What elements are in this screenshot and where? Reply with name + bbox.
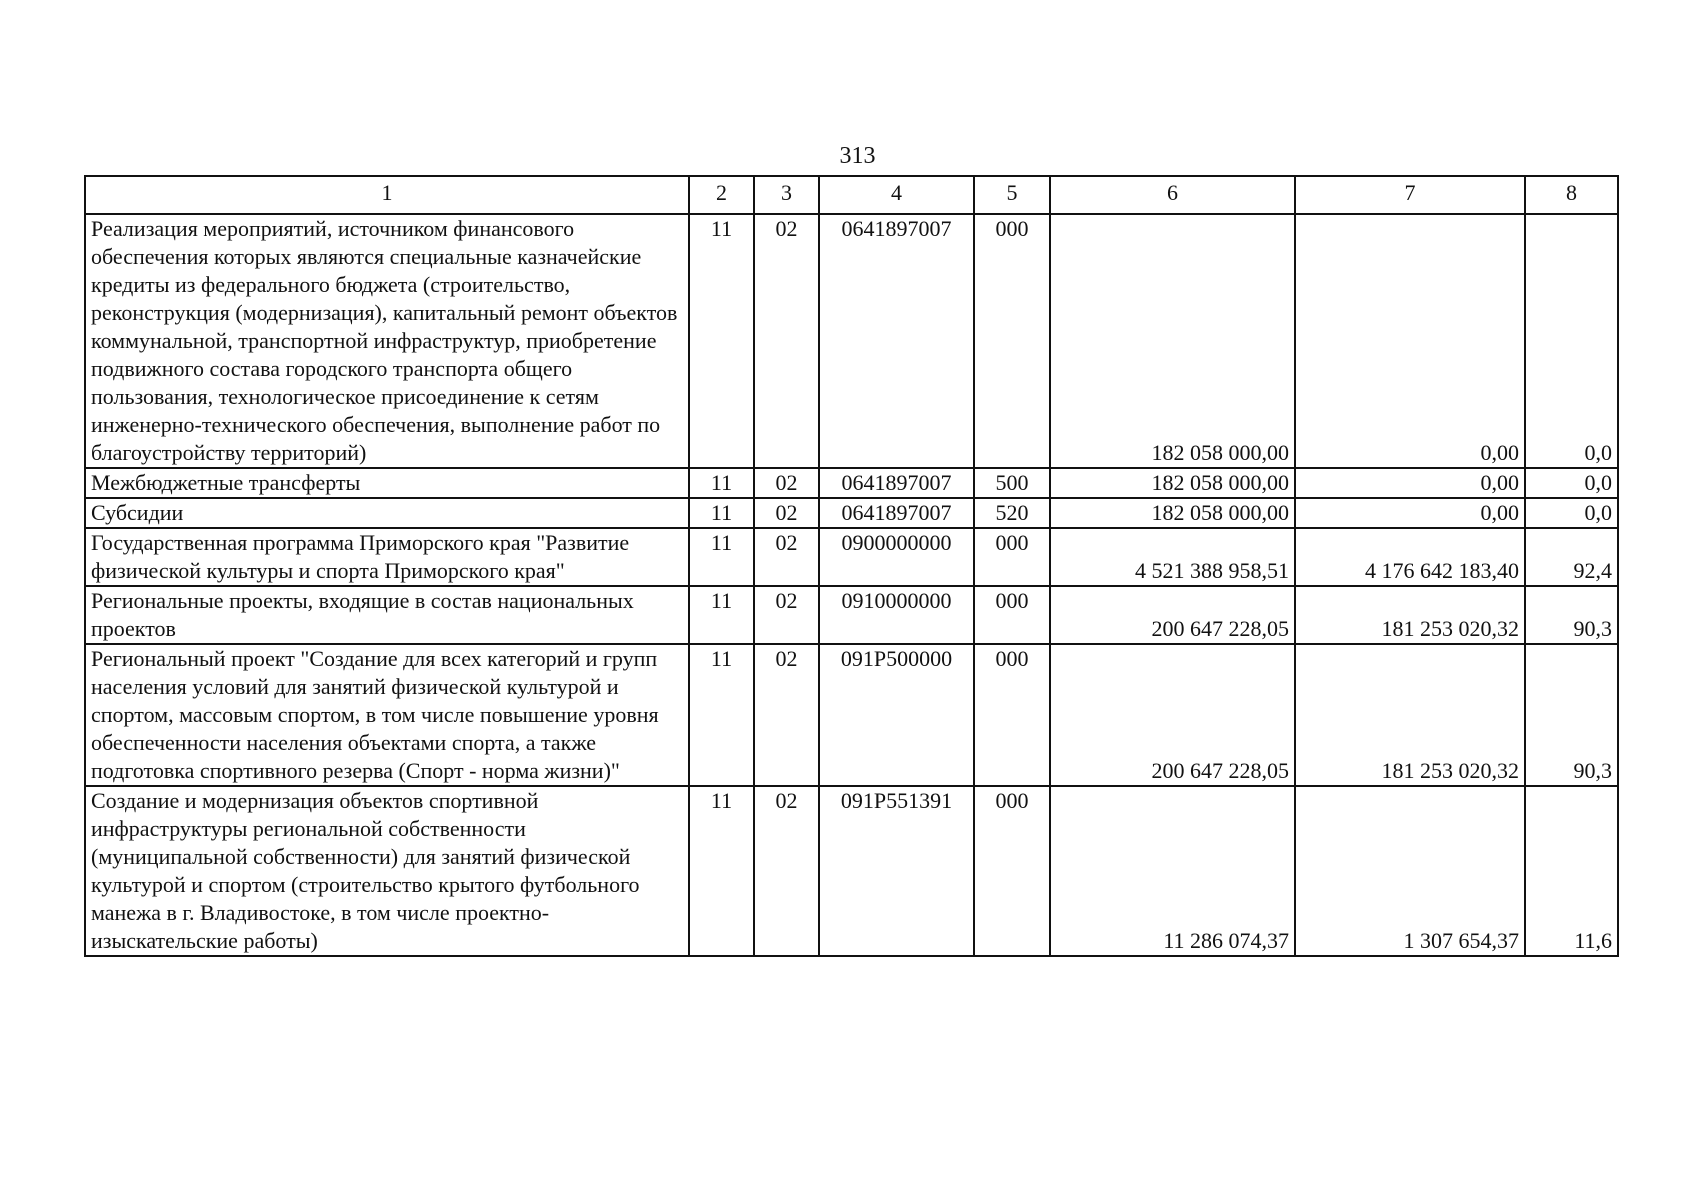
row-percent: 90,3 — [1525, 586, 1618, 644]
row-target-article: 0900000000 — [819, 528, 974, 586]
row-planned: 182 058 000,00 — [1050, 214, 1295, 468]
row-planned: 4 521 388 958,51 — [1050, 528, 1295, 586]
row-expense-type: 500 — [974, 468, 1050, 498]
row-section: 11 — [689, 586, 754, 644]
row-executed: 4 176 642 183,40 — [1295, 528, 1525, 586]
row-subsection: 02 — [754, 586, 819, 644]
header-row — [85, 176, 1618, 214]
row-percent: 0,0 — [1525, 498, 1618, 528]
row-name: Региональный проект "Создание для всех категорий и групп населения условий для занятий физической культурой и спортом, массовым спортом, в том числе повышение уровня обеспеченности населения объектами спорта, а также подготовка спортивного резерва (Спорт - норма жизни)" — [85, 644, 689, 786]
row-subsection: 02 — [754, 498, 819, 528]
table-row — [85, 468, 1618, 498]
row-percent: 92,4 — [1525, 528, 1618, 586]
row-section: 11 — [689, 214, 754, 468]
row-planned: 182 058 000,00 — [1050, 498, 1295, 528]
row-percent: 0,0 — [1525, 214, 1618, 468]
row-subsection: 02 — [754, 528, 819, 586]
row-executed: 181 253 020,32 — [1295, 586, 1525, 644]
row-name: Государственная программа Приморского края "Развитие физической культуры и спорта Приморского края" — [85, 528, 689, 586]
table-row — [85, 498, 1618, 528]
row-section: 11 — [689, 528, 754, 586]
row-name: Реализация мероприятий, источником финансового обеспечения которых являются специальные казначейские кредиты из федерального бюджета (строительство, реконструкция (модернизация), капитальный ремонт объектов коммунальной, транспортной инфраструктур, приобретение подвижного состава городского транспорта общего пользования, технологическое присоединение к сетям инженерно-технического обеспечения, выполнение работ по благоустройству территорий) — [85, 214, 689, 468]
row-section: 11 — [689, 468, 754, 498]
row-expense-type: 000 — [974, 786, 1050, 956]
row-name: Региональные проекты, входящие в состав национальных проектов — [85, 586, 689, 644]
header-col-2: 2 — [689, 176, 754, 214]
row-section: 11 — [689, 644, 754, 786]
table-row — [85, 586, 1618, 644]
row-planned: 200 647 228,05 — [1050, 644, 1295, 786]
row-subsection: 02 — [754, 786, 819, 956]
row-percent: 90,3 — [1525, 644, 1618, 786]
header-col-3: 3 — [754, 176, 819, 214]
row-target-article: 0641897007 — [819, 468, 974, 498]
header-col-7: 7 — [1295, 176, 1525, 214]
header-col-1: 1 — [85, 176, 689, 214]
row-target-article: 0641897007 — [819, 498, 974, 528]
row-name: Субсидии — [85, 498, 689, 528]
row-target-article: 0910000000 — [819, 586, 974, 644]
row-name: Создание и модернизация объектов спортивной инфраструктуры региональной собственности (муниципальной собственности) для занятий физической культурой и спортом (строительство крытого футбольного манежа в г. Владивостоке, в том числе проектно-изыскательские работы) — [85, 786, 689, 956]
table-row — [85, 644, 1618, 786]
row-target-article: 0641897007 — [819, 214, 974, 468]
row-executed: 0,00 — [1295, 214, 1525, 468]
table-row — [85, 786, 1618, 956]
header-col-8: 8 — [1525, 176, 1618, 214]
row-executed: 0,00 — [1295, 498, 1525, 528]
row-subsection: 02 — [754, 214, 819, 468]
row-percent: 11,6 — [1525, 786, 1618, 956]
row-planned: 182 058 000,00 — [1050, 468, 1295, 498]
row-expense-type: 000 — [974, 214, 1050, 468]
header-col-4: 4 — [819, 176, 974, 214]
row-section: 11 — [689, 498, 754, 528]
row-executed: 1 307 654,37 — [1295, 786, 1525, 956]
row-planned: 200 647 228,05 — [1050, 586, 1295, 644]
row-expense-type: 000 — [974, 528, 1050, 586]
row-subsection: 02 — [754, 468, 819, 498]
row-executed: 181 253 020,32 — [1295, 644, 1525, 786]
table-row — [85, 528, 1618, 586]
page-number-text: 313 — [839, 143, 876, 169]
row-name: Межбюджетные трансферты — [85, 468, 689, 498]
table-row — [85, 214, 1618, 468]
row-executed: 0,00 — [1295, 468, 1525, 498]
row-target-article: 091P551391 — [819, 786, 974, 956]
row-expense-type: 000 — [974, 644, 1050, 786]
budget-table — [84, 175, 1619, 957]
row-expense-type: 520 — [974, 498, 1050, 528]
row-subsection: 02 — [754, 644, 819, 786]
row-section: 11 — [689, 786, 754, 956]
row-planned: 11 286 074,37 — [1050, 786, 1295, 956]
row-percent: 0,0 — [1525, 468, 1618, 498]
header-col-5: 5 — [974, 176, 1050, 214]
header-col-6: 6 — [1050, 176, 1295, 214]
row-expense-type: 000 — [974, 586, 1050, 644]
page-number — [0, 141, 1698, 171]
row-target-article: 091P500000 — [819, 644, 974, 786]
